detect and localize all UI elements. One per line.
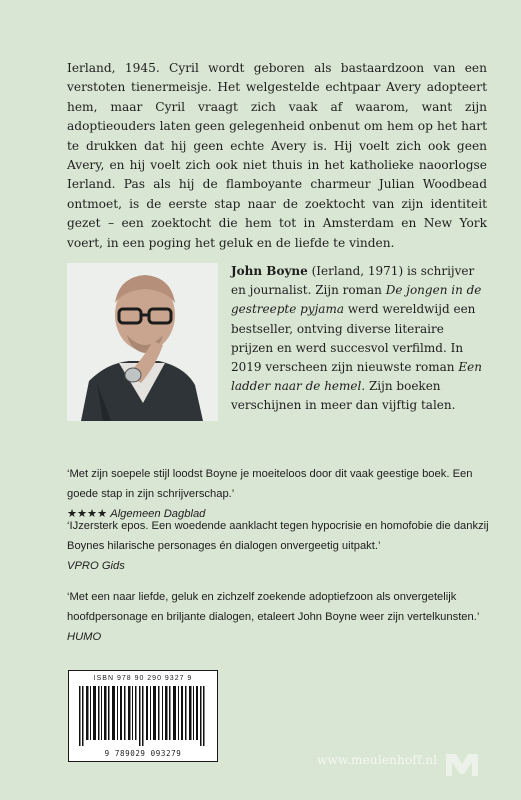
author-photo — [67, 263, 218, 421]
review-quote: ‘IJzersterk epos. Een woedende aanklacht tegen hypocrisie en homofobie die dankzij Boynes hilarische personages én dialogen onvergeetig uitpakt.’ VPRO Gids — [67, 520, 489, 572]
rating-stars: ★★★★ — [67, 508, 108, 520]
review-source: HUMO — [67, 631, 102, 643]
review-source: VPRO Gids — [67, 560, 125, 572]
book-title: De jongen in de gestreepte pyjama — [231, 283, 482, 317]
isbn-barcode — [68, 670, 218, 762]
publisher-website[interactable]: www.meulenhoff.nl — [317, 753, 438, 767]
barcode-bars — [77, 686, 209, 746]
author-name: John Boyne — [231, 264, 308, 278]
review-quote: ‘Met een naar liefde, geluk en zichzelf zoekende adoptiefzoon als onvergetelijk hoofdpersonage en briljante dialogen, etaleert John Boyne weer zijn vertelkunsten.’ HUMO — [67, 591, 479, 643]
book-title: Een ladder naar de hemel — [231, 360, 482, 394]
review-quote: ‘Met zijn soepele stijl loodst Boyne je moeiteloos door dit vaak geestige boek. Een goede stap in zijn schrijverschap.’ ★★★★ Algemeen Dagblad — [67, 468, 473, 520]
author-bio: John Boyne (Ierland, 1971) is schrijver en journalist. Zijn roman De jongen in de gestreepte pyjama werd wereldwijd een bestseller, ontving diverse literaire prijzen en werd succesvol verfilmd. In 2019 verscheen zijn nieuwste roman Een ladder naar de hemel. Zijn boeken verschijnen in meer dan vijftig talen. — [231, 264, 482, 413]
review-source: Algemeen Dagblad — [110, 508, 206, 520]
publisher-logo-icon — [442, 752, 482, 778]
isbn-number: ISBN 978 90 290 9327 9 — [93, 675, 193, 682]
back-cover-blurb: Ierland, 1945. Cyril wordt geboren als bastaardzoon van een verstoten tienermeisje. Het welgestelde echtpaar Avery adopteert hem, maar Cyril vraagt zich vaak af waarom, want zijn adoptieouders laten geen gelegenheid onbenut om hem op het hart te drukken dat hij geen echte Avery is. Hij voelt zich ook geen Avery, en hij voelt zich ook niet thuis in het katholieke naoorlogse Ierland. Pas als hij de flamboyante charmeur Julian Woodbead ontmoet, is de eerste stap naar de zoektocht van zijn identiteit gezet – een zoektocht die hem tot in Amsterdam en New York voert, in een poging het geluk en de liefde te vinden. — [67, 61, 487, 250]
barcode-digits: 9 789029 093279 — [104, 749, 182, 758]
